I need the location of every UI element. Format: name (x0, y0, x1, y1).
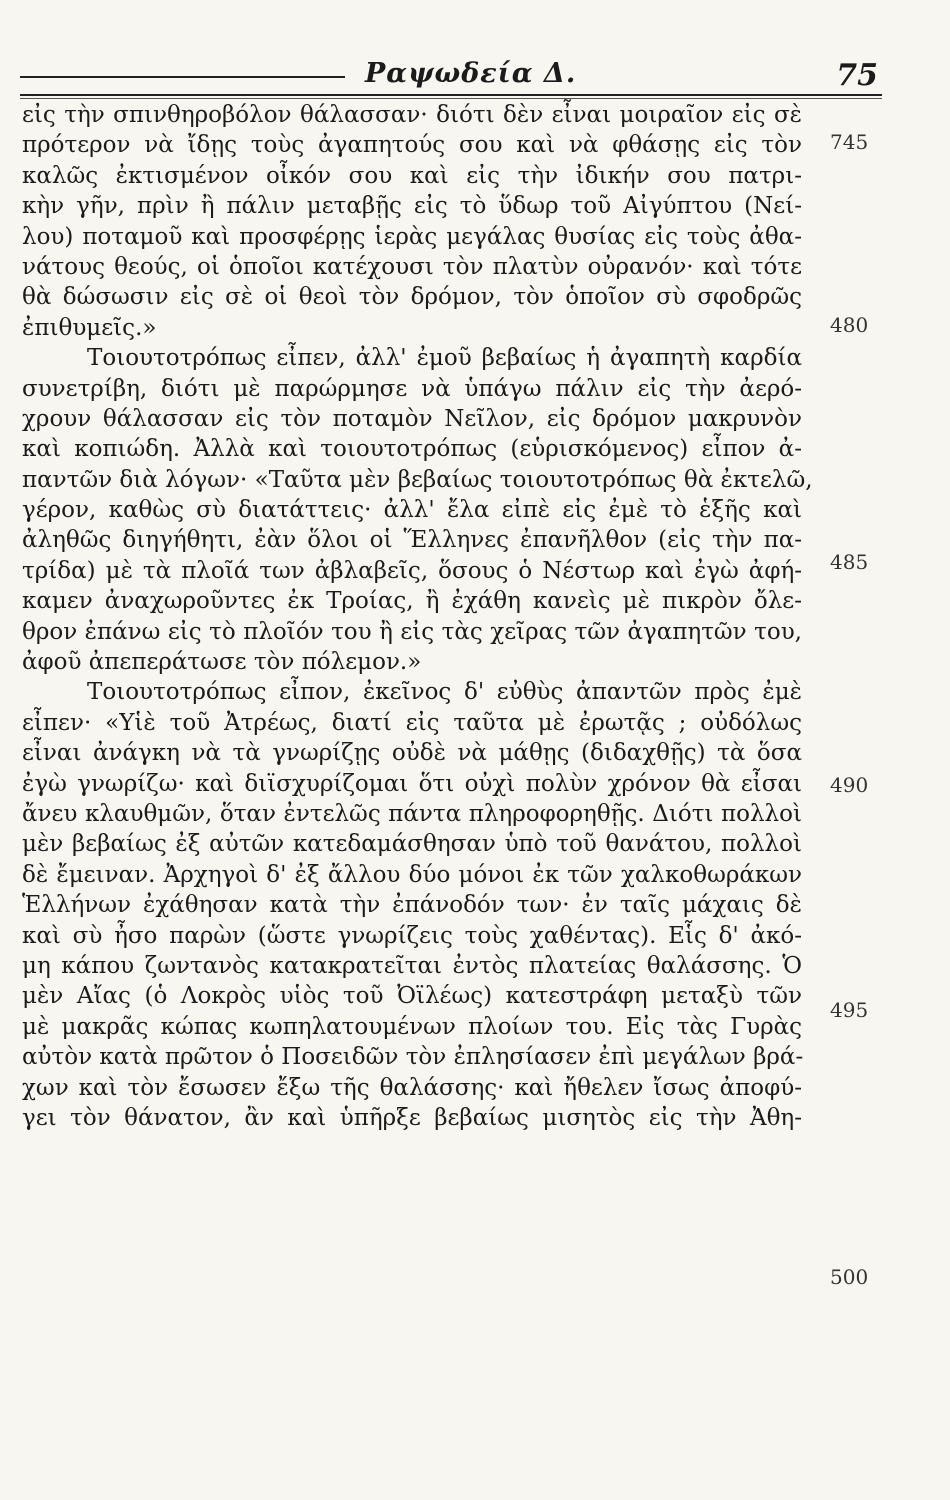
header-rule-bottom-thin (20, 98, 882, 99)
text-line: ἐπιθυμεῖς.» (22, 314, 157, 341)
text-line: λου) ποταμοῦ καὶ προσφέρῃς ἱερὰς μεγάλας θυσίας εἰς τοὺς ἀθα- (22, 223, 802, 250)
text-line: κὴν γῆν, πρὶν ἢ πάλιν μεταβῇς εἰς τὸ ὕδωρ τοῦ Αἰγύπτου (Νεί- (22, 193, 802, 220)
text-line: νάτους θεούς, οἱ ὁποῖοι κατέχουσι τὸν πλατὺν οὐρανόν· καὶ τότε (22, 253, 802, 280)
text-line: ἐγὼ γνωρίζω· καὶ διϊσχυρίζομαι ὅτι οὐχὶ πολὺν χρόνον θὰ εἶσαι (22, 770, 802, 797)
text-line: Ἑλλήνων ἐχάθησαν κατὰ τὴν ἐπάνοδόν των· ἐν ταῖς μάχαις δὲ (22, 892, 802, 919)
line-number: 480 (830, 313, 869, 337)
text-line: καλῶς ἐκτισμένον οἶκόν σου καὶ εἰς τὴν ἰδικήν σου πατρι- (22, 162, 802, 189)
header-rule-bottom (20, 94, 882, 96)
line-number: 495 (830, 998, 869, 1022)
text-line: γει τὸν θάνατον, ἂν καὶ ὑπῆρξε βεβαίως μισητὸς εἰς τὴν Ἀθη- (22, 1104, 802, 1131)
text-line: χρουν θάλασσαν εἰς τὸν ποταμὸν Νεῖλον, εἰς δρόμον μακρυνὸν (22, 405, 802, 432)
text-line: εἰς τὴν σπινθηροβόλον θάλασσαν· διότι δὲν εἶναι μοιραῖον εἰς σὲ (22, 102, 802, 128)
line-number: 745 (830, 130, 869, 154)
page-header (20, 48, 882, 100)
text-line: καὶ σὺ ἦσο παρὼν (ὥστε γνωρίζεις τοὺς χαθέντας). Εἷς δ' ἀκό- (22, 922, 802, 949)
text-line: γέρον, καθὼς σὺ διατάττεις· ἀλλ' ἔλα εἰπὲ εἰς ἐμὲ τὸ ἑξῆς καὶ (22, 497, 802, 524)
text-line: καμεν ἀναχωροῦντες ἐκ Τροίας, ἢ ἐχάθη κανεὶς μὲ πικρὸν ὄλε- (22, 588, 802, 615)
text-line: καὶ κοπιώδη. Ἀλλὰ καὶ τοιουτοτρόπως (εὑρισκόμενος) εἶπον ἀ- (22, 436, 802, 463)
text-line: πρότερον νὰ ἴδῃς τοὺς ἀγαπητούς σου καὶ νὰ φθάσῃς εἰς τὸν (22, 132, 802, 159)
text-line: θρον ἐπάνω εἰς τὸ πλοῖόν του ἢ εἰς τὰς χεῖρας τῶν ἀγαπητῶν του, (22, 618, 802, 645)
text-line: παντῶν διὰ λόγων· «Ταῦτα μὲν βεβαίως τοιουτοτρόπως θὰ ἐκτελῶ, (22, 466, 813, 493)
text-line: μὲ μακρᾶς κώπας κωπηλατουμένων πλοίων του. Εἰς τὰς Γυρὰς (22, 1013, 802, 1040)
text-line: χων καὶ τὸν ἔσωσεν ἔξω τῆς θαλάσσης· καὶ ἤθελεν ἴσως ἀποφύ- (22, 1074, 802, 1101)
line-number: 500 (830, 1265, 869, 1289)
header-rule-left (20, 76, 345, 78)
page-number: 75 (836, 58, 878, 93)
line-number: 490 (830, 773, 869, 797)
text-line: μὲν βεβαίως ἐξ αὐτῶν κατεδαμάσθησαν ὑπὸ τοῦ θανάτου, πολλοὶ (22, 831, 802, 858)
line-number: 485 (830, 550, 869, 574)
text-line: Τοιουτοτρόπως εἶπεν, ἀλλ' ἐμοῦ βεβαίως ἡ ἀγαπητὴ καρδία (87, 345, 802, 372)
text-line: δὲ ἔμειναν. Ἀρχηγοὶ δ' ἐξ ἄλλου δύο μόνοι ἐκ τῶν χαλκοθωράκων (22, 861, 802, 888)
text-line: μη κάπου ζωντανὸς κατακρατεῖται ἐντὸς πλατείας θαλάσσης. Ὁ (22, 952, 802, 979)
text-line: συνετρίβη, διότι μὲ παρώρμησε νὰ ὑπάγω πάλιν εἰς τὴν ἀερό- (22, 375, 802, 402)
text-line: τρίδα) μὲ τὰ πλοῖά των ἀβλαβεῖς, ὅσους ὁ Νέστωρ καὶ ἐγὼ ἀφή- (22, 557, 802, 584)
text-line: ἄνευ κλαυθμῶν, ὅταν ἐντελῶς πάντα πληροφορηθῇς. Διότι πολλοὶ (22, 800, 802, 827)
text-line: ἀληθῶς διηγήθητι, ἐὰν ὅλοι οἱ Ἕλληνες ἐπανῆλθον (εἰς τὴν πα- (22, 527, 802, 554)
text-line: εἶπεν· «Υἱὲ τοῦ Ἀτρέως, διατί εἰς ταῦτα μὲ ἐρωτᾷς ; οὐδόλως (22, 709, 802, 736)
chapter-title: Ραψωδεία Δ. (365, 58, 577, 89)
text-line: αὐτὸν κατὰ πρῶτον ὁ Ποσειδῶν τὸν ἐπλησίασεν ἐπὶ μεγάλων βρά- (22, 1044, 804, 1071)
text-line: ἀφοῦ ἀπεπεράτωσε τὸν πόλεμον.» (22, 649, 422, 676)
text-line: μὲν Αἴας (ὁ Λοκρὸς υἱὸς τοῦ Ὀϊλέως) κατεστράφη μεταξὺ τῶν (22, 983, 802, 1010)
text-line: Τοιουτοτρόπως εἶπον, ἐκεῖνος δ' εὐθὺς ἀπαντῶν πρὸς ἐμὲ (87, 679, 802, 706)
text-line: θὰ δώσωσιν εἰς σὲ οἱ θεοὶ τὸν δρόμον, τὸν ὁποῖον σὺ σφοδρῶς (22, 284, 802, 311)
text-line: εἶναι ἀνάγκη νὰ τὰ γνωρίζῃς οὐδὲ νὰ μάθῃς (διδαχθῇς) τὰ ὅσα (22, 740, 802, 767)
body-text (22, 100, 813, 1133)
